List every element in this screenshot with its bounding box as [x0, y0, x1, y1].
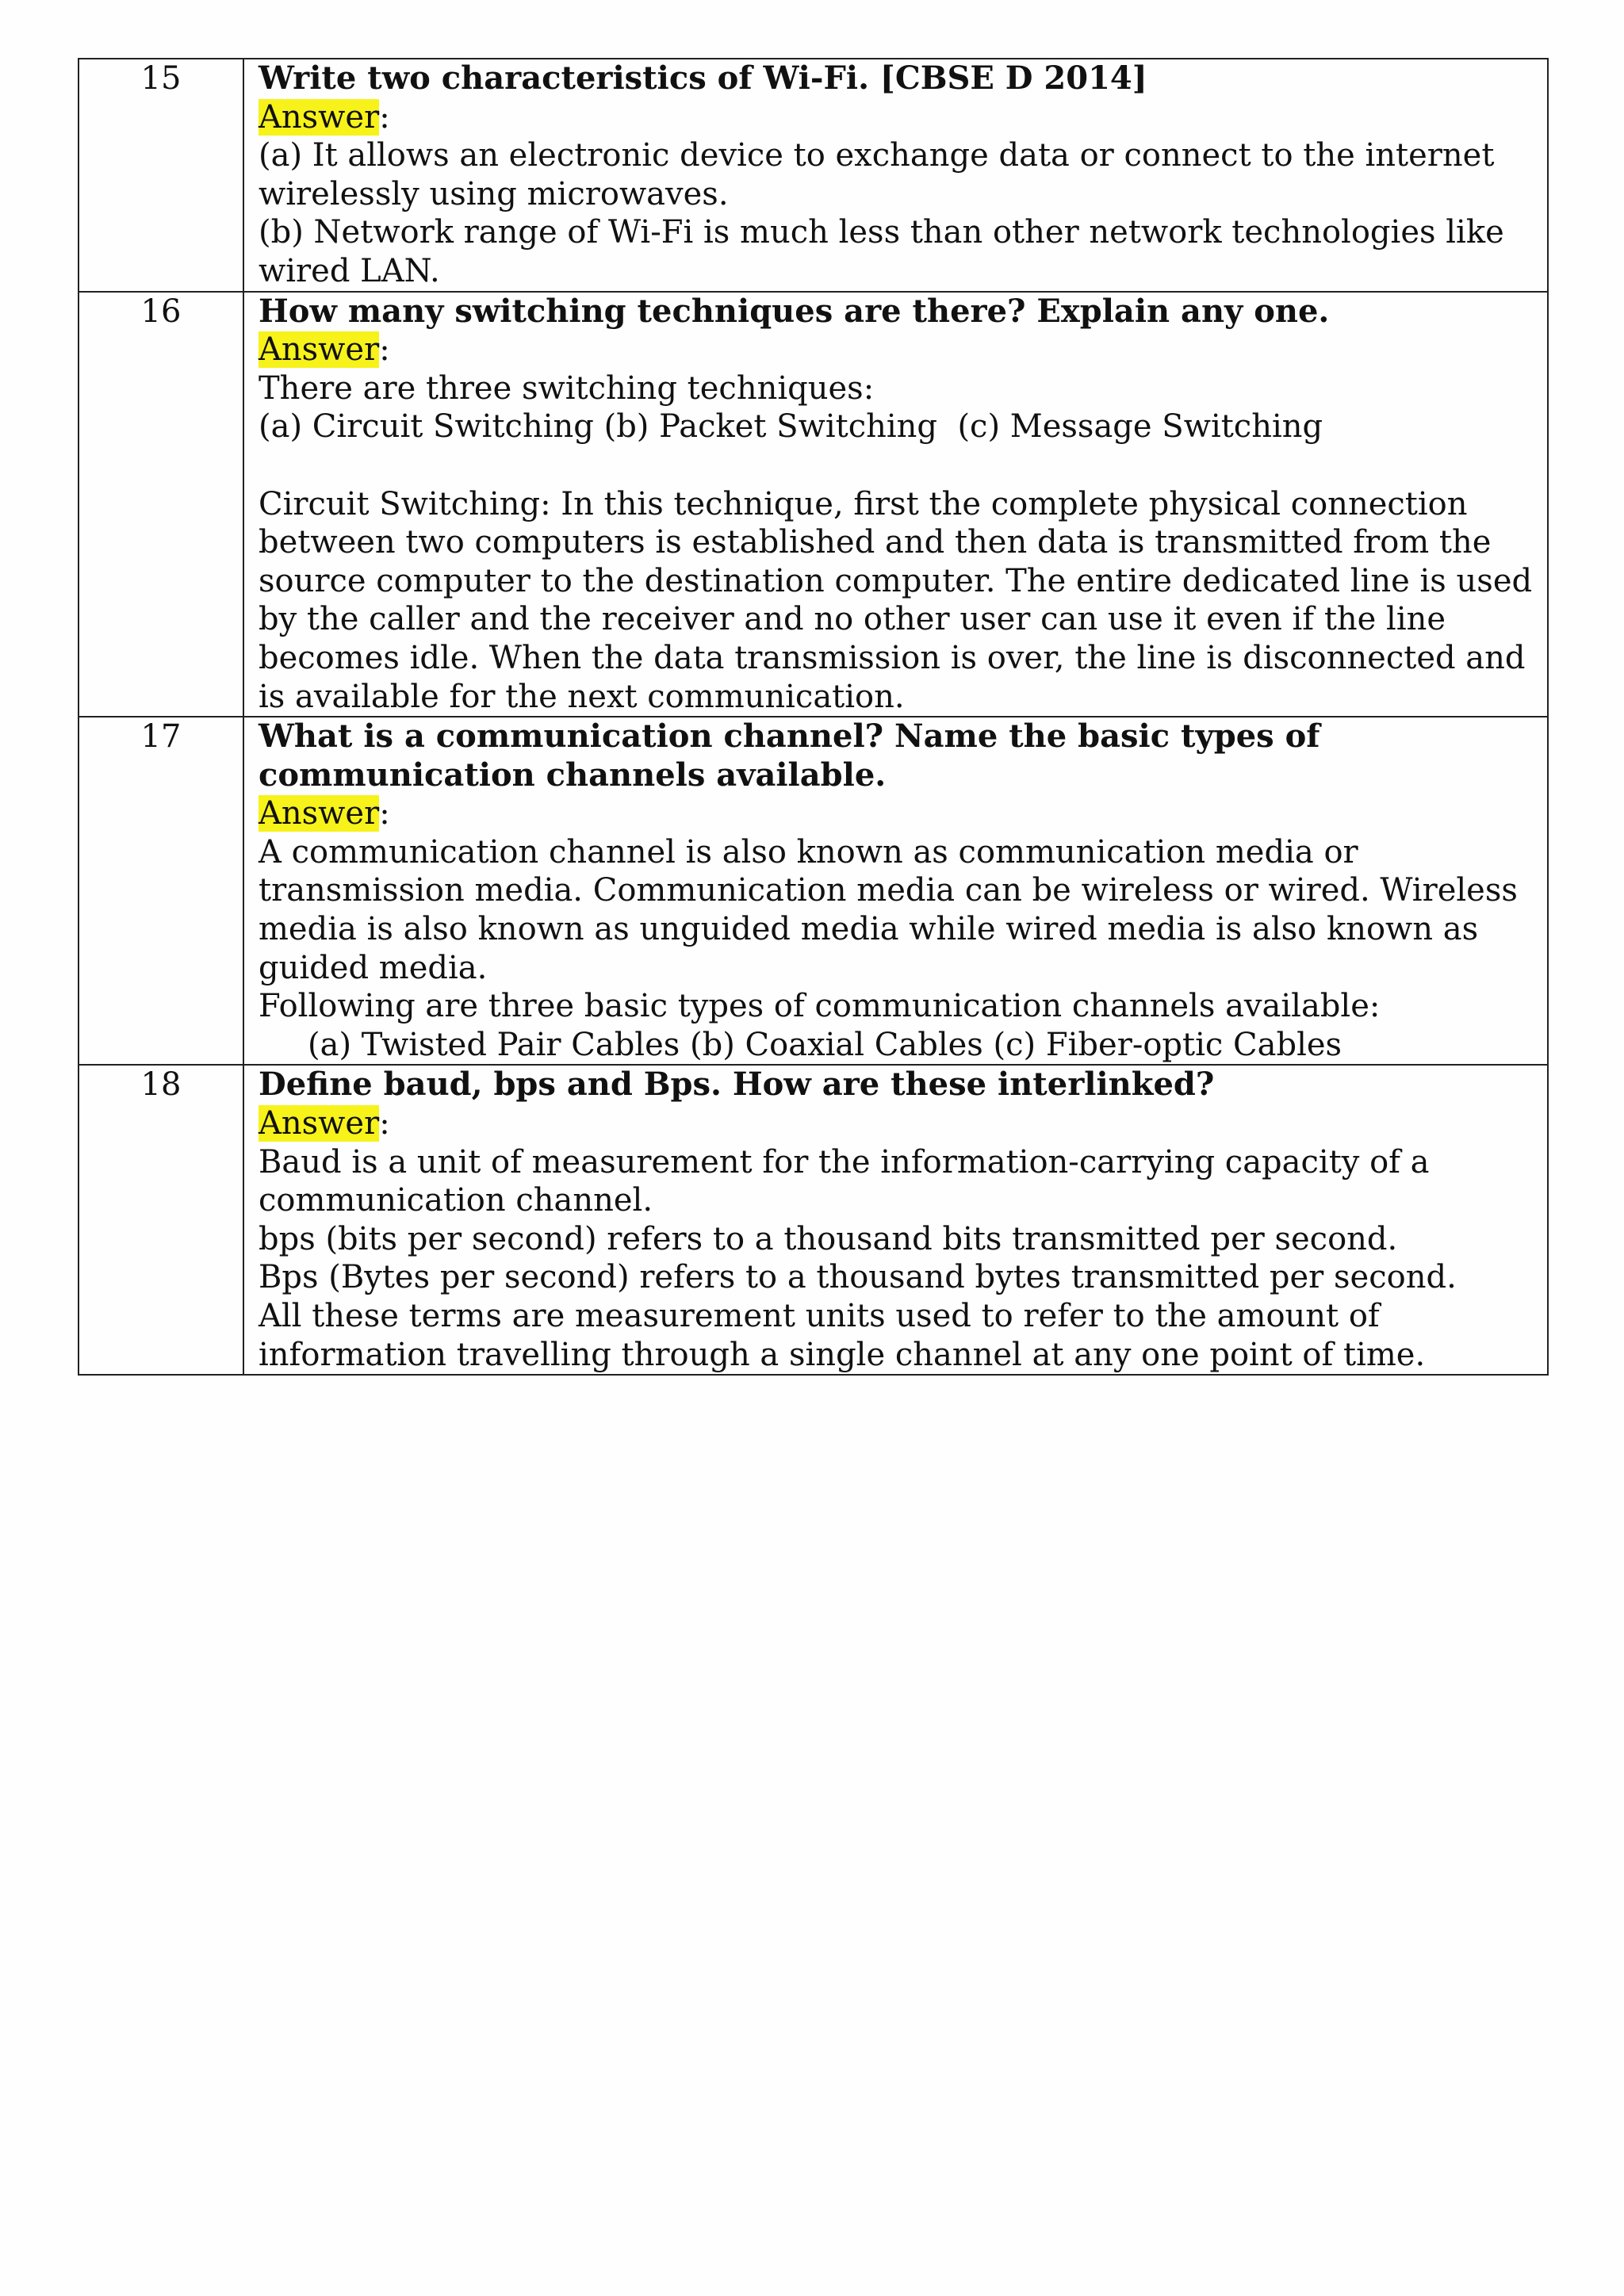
answer-line: All these terms are measurement units used to refer to the amount of	[259, 1298, 1380, 1334]
question-number: 18	[79, 1065, 243, 1375]
answer-line: between two computers is established and then data is transmitted from the	[259, 524, 1492, 561]
answer-line: A communication channel is also known as communication media or	[259, 833, 1358, 871]
answer-line: Baud is a unit of measurement for the information-carrying capacity of a	[259, 1143, 1430, 1181]
answer-line: Bps (Bytes per second) refers to a thousand bytes transmitted per second.	[259, 1259, 1457, 1296]
answer-line: (a) It allows an electronic device to exchange data or connect to the internet	[259, 137, 1495, 174]
question-text: communication channels available.	[259, 756, 887, 794]
question-text: Define baud, bps and Bps. How are these interlinked?	[259, 1066, 1215, 1104]
answer-label: Answer	[259, 98, 380, 136]
answer-line: is available for the next communication.	[259, 678, 905, 715]
question-text: Write two characteristics of Wi-Fi. [CBSE D 2014]	[259, 59, 1147, 97]
answer-label-line	[259, 1104, 1539, 1143]
answer-line: (b) Network range of Wi-Fi is much less than other network technologies like	[259, 214, 1504, 251]
answer-line: There are three switching techniques:	[259, 369, 875, 407]
question-cell	[243, 59, 1548, 292]
answer-label-line	[259, 98, 1539, 137]
question-number: 15	[79, 59, 243, 292]
table-row	[79, 717, 1548, 1065]
answer-label-line	[259, 794, 1539, 833]
answer-label-line	[259, 331, 1539, 369]
answer-line: (a) Circuit Switching (b) Packet Switching (c) Message Switching	[259, 408, 1323, 446]
answer-line: source computer to the destination computer. The entire dedicated line is used	[259, 562, 1533, 599]
answer-line: becomes idle. When the data transmission is over, the line is disconnected and	[259, 639, 1526, 676]
answer-line: wired LAN.	[259, 252, 440, 289]
answer-line: by the caller and the receiver and no other user can use it even if the line	[259, 601, 1446, 638]
table-row	[79, 1065, 1548, 1375]
question-cell	[243, 292, 1548, 718]
question-text: How many switching techniques are there? Explain any one.	[259, 292, 1330, 330]
answer-colon: :	[379, 1105, 390, 1142]
answer-colon: :	[379, 795, 390, 832]
answer-line: transmission media. Communication media can be wireless or wired. Wireless	[259, 872, 1518, 909]
qa-table	[78, 58, 1549, 1376]
answer-line-indented: (a) Twisted Pair Cables (b) Coaxial Cables (c) Fiber-optic Cables	[308, 1026, 1342, 1063]
answer-colon: :	[379, 98, 390, 136]
answer-line: media is also known as unguided media while wired media is also known as	[259, 911, 1479, 948]
answer-line: information travelling through a single channel at any one point of time.	[259, 1336, 1426, 1373]
question-cell	[243, 1065, 1548, 1375]
answer-label: Answer	[259, 795, 380, 832]
question-text: What is a communication channel? Name the basic types of	[259, 718, 1320, 756]
answer-label: Answer	[259, 331, 380, 369]
blank-line	[259, 446, 1539, 485]
answer-line: bps (bits per second) refers to a thousand bits transmitted per second.	[259, 1220, 1398, 1257]
answer-line: wirelessly using microwaves.	[259, 175, 729, 212]
table-row	[79, 292, 1548, 718]
answer-line: guided media.	[259, 949, 488, 986]
question-number: 17	[79, 717, 243, 1065]
table-row	[79, 59, 1548, 292]
answer-line: communication channel.	[259, 1182, 653, 1219]
question-number: 16	[79, 292, 243, 718]
question-cell	[243, 717, 1548, 1065]
answer-line: Circuit Switching: In this technique, first the complete physical connection	[259, 485, 1468, 522]
answer-colon: :	[379, 331, 390, 369]
answer-line: Following are three basic types of communication channels available:	[259, 988, 1381, 1025]
answer-label: Answer	[259, 1105, 380, 1142]
